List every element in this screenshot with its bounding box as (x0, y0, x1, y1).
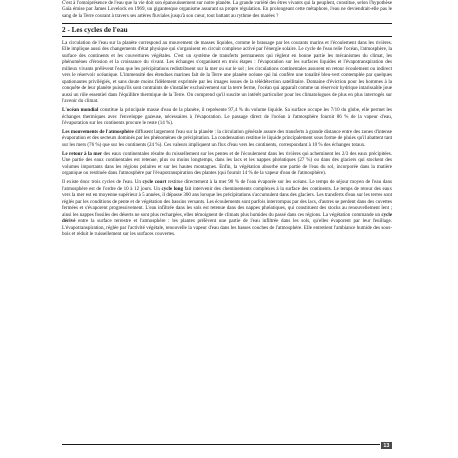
lead-ocean: L'océan mondial (62, 107, 99, 114)
paragraph-atmosphere (62, 129, 392, 148)
text-column (62, 0, 392, 237)
lead-return-to-sea: Le retour à la mer (62, 150, 103, 157)
cycles-text-c: fait intervenir des cheminements complexes à la surface des continents. Le temps de retour des eaux vers la mer est en moyenne supérieur à 5 années, il dépasse 300 ans lorsque les précipitations s'accumulent dans des glaciers. Les transferts d'eau sur les terres sont réglés par les conditions de pente et de végétation des bassins versants. Les écoulements sont parfois interrompus par des lacs, d'autres se perdent dans des cuvettes fermées et s'évaporent progressivement. L'eau infiltrée dans les sols est retenue dans des nappes phréatiques, qui constituent des stocks au renouvellement lent ; ainsi les nappes fossiles des déserts ne sont plus rechargées, elles témoignent de climats plus humides du passé dans ces régions. La végétation commande un (62, 185, 392, 218)
cycles-text-b: restitue directement à la mer 90 % de l'eau évaporée sur les océans. Le temps de séjour moyen de l'eau dans l'atmosphère est de l'ordre de 10 à 12 jours. Un (62, 179, 392, 192)
footer-rule (62, 444, 380, 445)
lead-derived-cycle: cycle dérivé (62, 211, 392, 225)
heading-rule (62, 23, 392, 24)
paragraph-water-circulation: La circulation de l'eau sur la planète correspond au mouvement de masses liquides, comme le brassage par les courants marins et l'écoulement dans les rivières. Elle implique aussi des changements d'état physique qui s'organisent en circuit complexe activé par l'énergie solaire. Le cycle de l'eau relie l'océan, l'atmosphère, la surface des continents et les couvertures végétales. C'est un système de transferts permanents qui règlent en bonne partie les mécanismes du climat, les phénomènes d'érosion et la croissance du vivant. Les échanges s'organisent en trois étapes : l'évaporation sur les surfaces liquides et l'évapotranspiration des milieux vivants prélèvent l'eau que les précipitations redistribuent sur la mer ou sur le sol ; les circulations continentales assurent en retour écoulement ou indirect vers le réservoir océanique. L'immensité des étendues marines fait de la Terre une planète océane qui lui confère une tonalité bleu-vert contemplée par quelques spationautes privilégiés, et sans doute moins fidèlement exprimée par les images issues de la télédétection satellitaire. Domaine d'éviction pour les hommes à la conquête de leur planète puisqu'ils sont contraints de s'installer exclusivement sur la terre ferme, l'océan qui apparaît comme un réservoir hydrique intarissable joue aussi un rôle essentiel dans l'équilibre thermique de la Terre. On comprend qu'il suscite un intérêt particulier pour les climatologues de plus en plus interrogés sur l'avenir du climat. (62, 39, 392, 105)
page-number: 13 (381, 442, 392, 449)
paragraph-three-cycles (62, 179, 392, 237)
cycles-text-a: Il existe donc trois cycles de l'eau. Un (62, 179, 143, 186)
paragraph-return-body: des eaux continentales résulte du ruissellement sur les pentes et de l'écoulement dans les rivières qui acheminent les 2/3 des eaux précipitées. Une partie des eaux continentales est retenue, plus ou moins longtemps, dans les lacs et les nappes phréatiques (27 %) ou dans des glaciers qui stockent des volumes importants dans les régions polaires et sur les hautes montagnes. Enfin, la végétation absorbe une partie de l'eau du sol, incorporée dans la matière organique ou restituée dans l'atmosphère par l'évapotranspiration des plantes (qui fournit 14 % de la vapeur d'eau de l'atmosphère). (62, 150, 392, 177)
paragraph-return-to-sea (62, 151, 392, 177)
section-heading (62, 23, 392, 37)
cycles-text-d: entre la surface terrestre et l'atmosphère : les plantes prélèvent une partie de l'eau infiltrée dans les sols, qu'elles évaporent par leur feuillage. L'évapotranspiration, réglée par l'activité végétale, renouvelle la vapeur d'eau dans les basses couches de l'atmosphère. Elle entretient l'ambiance humide des sous-bois et réduit le ruissellement sur les surfaces couvertes. (62, 218, 392, 237)
paragraph-ocean-body: constitue la principale masse d'eau de la planète, il représente 97,4 % du volume liquide. Sa surface occupe les 7/10 du globe, elle permet les échanges thermiques avec l'enveloppe gazeuse, nécessaires à l'évaporation. Le passage direct de l'océan à l'atmosphère fournit 86 % de la vapeur d'eau, l'évaporation sur les continents procure le reste (14 %). (62, 107, 392, 126)
lead-long-cycle: cycle long (161, 185, 183, 192)
lead-atmosphere: Les mouvements de l'atmosphère (62, 129, 134, 136)
section-title: 2 - Les cycles de l'eau (62, 25, 128, 34)
paragraph-atmosphere-body: diffusent largement l'eau sur la planète : la circulation générale assure des transferts à grande distance entre des zones d'intense évaporation et des secteurs dominés par les phénomènes de précipitation. La condensation restitue le liquide principalement sous forme de pluies qu'il abattent tant sur les mers (76 %) que sur les continents (24 %). Ces valeurs impliquent un flux d'eau vers les continents, correspondant à 10 % des échanges totaux. (62, 129, 392, 148)
lead-short-cycle: cycle court (142, 179, 167, 186)
paragraph-ocean (62, 107, 392, 126)
intro-paragraph: C'est à l'omniprésence de l'eau que la vie doit son épanouissement sur notre planète. La grande variété des êtres vivants qui la peuplent, constitue, selon l'hypothèse Gaïa émise par James Lovelock en 1969, un gigantesque organisme assurant sa propre régulation. En prolongeant cette métaphore, l'eau ne deviendrait-elle pas le sang de la Terre courant à travers ses artères fluviales jusqu'à son cœur, tout battant au rythme des marées ? (62, 0, 392, 19)
